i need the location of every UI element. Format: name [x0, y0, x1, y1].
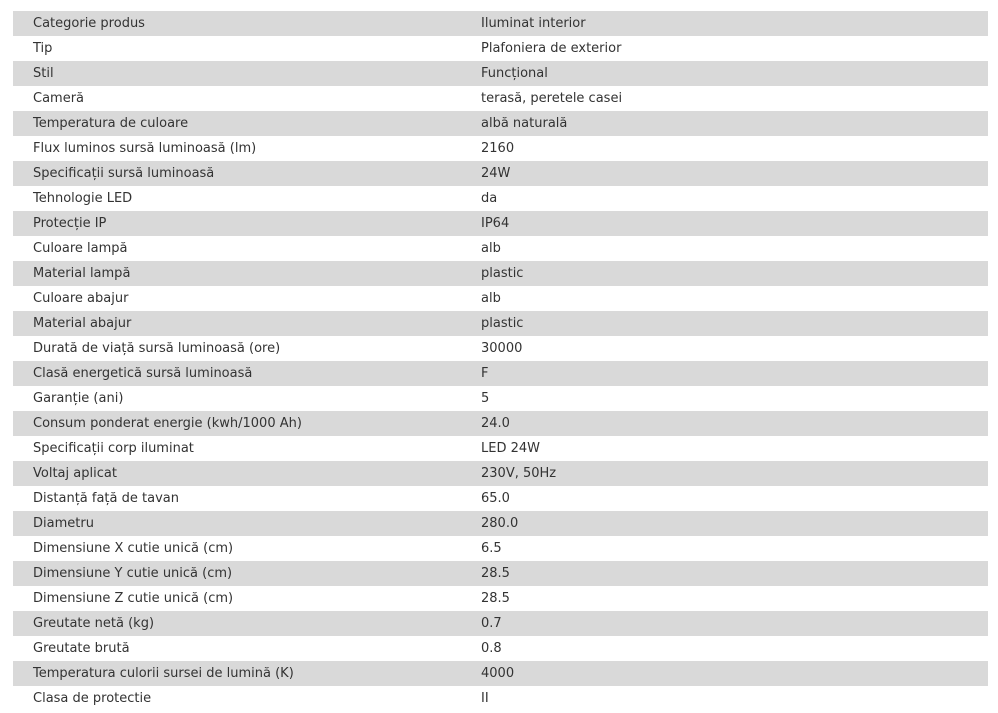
- spec-value: alb: [481, 291, 501, 306]
- spec-value: 30000: [481, 341, 523, 356]
- spec-value: terasă, peretele casei: [481, 91, 623, 106]
- spec-row: [13, 536, 988, 561]
- spec-value: 2160: [481, 141, 515, 156]
- spec-value: 0.8: [481, 641, 502, 656]
- spec-value: alb: [481, 241, 501, 256]
- spec-row: [13, 611, 988, 636]
- spec-row: [13, 386, 988, 411]
- spec-value: IP64: [481, 216, 510, 231]
- spec-row: [13, 686, 988, 711]
- spec-row: [13, 311, 988, 336]
- spec-value: 280.0: [481, 516, 519, 531]
- spec-row: [13, 336, 988, 361]
- spec-value: F: [481, 366, 489, 381]
- spec-label: Greutate brută: [33, 641, 130, 656]
- spec-label: Material lampă: [33, 266, 131, 281]
- spec-label: Diametru: [33, 516, 94, 531]
- spec-label: Durată de viață sursă luminoasă (ore): [33, 341, 281, 356]
- spec-value: 24W: [481, 166, 511, 181]
- spec-row: [13, 411, 988, 436]
- specifications-table: [13, 11, 988, 711]
- spec-row: [13, 636, 988, 661]
- spec-row: [13, 361, 988, 386]
- spec-row: [13, 111, 988, 136]
- spec-label: Dimensiune Z cutie unică (cm): [33, 591, 234, 606]
- spec-row: [13, 461, 988, 486]
- spec-label: Clasa de protectie: [33, 691, 152, 706]
- spec-label: Dimensiune X cutie unică (cm): [33, 541, 234, 556]
- spec-value: plastic: [481, 266, 524, 281]
- spec-row: [13, 186, 988, 211]
- spec-label: Temperatura de culoare: [33, 116, 189, 131]
- spec-value: 24.0: [481, 416, 510, 431]
- spec-value: 4000: [481, 666, 515, 681]
- spec-label: Categorie produs: [33, 16, 145, 31]
- spec-value: II: [481, 691, 489, 706]
- spec-value: plastic: [481, 316, 524, 331]
- spec-row: [13, 511, 988, 536]
- spec-row: [13, 11, 988, 36]
- spec-value: LED 24W: [481, 441, 540, 456]
- spec-row: [13, 36, 988, 61]
- spec-value: 230V, 50Hz: [481, 466, 557, 481]
- spec-row: [13, 286, 988, 311]
- spec-label: Distanță față de tavan: [33, 491, 179, 506]
- spec-value: 28.5: [481, 566, 510, 581]
- spec-value: Iluminat interior: [481, 16, 586, 31]
- spec-value: 65.0: [481, 491, 510, 506]
- spec-label: Voltaj aplicat: [33, 466, 117, 481]
- spec-label: Cameră: [33, 91, 85, 106]
- spec-row: [13, 86, 988, 111]
- spec-value: da: [481, 191, 498, 206]
- spec-value: Plafoniera de exterior: [481, 41, 622, 56]
- spec-label: Flux luminos sursă luminoasă (lm): [33, 141, 257, 156]
- spec-label: Stil: [33, 66, 54, 81]
- spec-value: albă naturală: [481, 116, 568, 131]
- spec-row: [13, 61, 988, 86]
- spec-value: 0.7: [481, 616, 502, 631]
- spec-label: Temperatura culorii sursei de lumină (K): [33, 666, 294, 681]
- spec-label: Tip: [33, 41, 53, 56]
- spec-label: Dimensiune Y cutie unică (cm): [33, 566, 233, 581]
- spec-row: [13, 561, 988, 586]
- spec-row: [13, 236, 988, 261]
- spec-row: [13, 136, 988, 161]
- spec-row: [13, 211, 988, 236]
- spec-value: 28.5: [481, 591, 510, 606]
- spec-label: Specificații corp iluminat: [33, 441, 194, 456]
- spec-label: Material abajur: [33, 316, 132, 331]
- spec-label: Consum ponderat energie (kwh/1000 Ah): [33, 416, 302, 431]
- spec-row: [13, 436, 988, 461]
- spec-label: Specificații sursă luminoasă: [33, 166, 215, 181]
- spec-label: Greutate netă (kg): [33, 616, 155, 631]
- spec-row: [13, 586, 988, 611]
- spec-value: Funcțional: [481, 66, 548, 81]
- spec-value: 6.5: [481, 541, 502, 556]
- spec-row: [13, 161, 988, 186]
- spec-label: Garanție (ani): [33, 391, 124, 406]
- spec-row: [13, 661, 988, 686]
- spec-row: [13, 486, 988, 511]
- spec-label: Tehnologie LED: [33, 191, 133, 206]
- spec-label: Protecție IP: [33, 216, 107, 231]
- spec-value: 5: [481, 391, 490, 406]
- spec-label: Culoare abajur: [33, 291, 129, 306]
- spec-row: [13, 261, 988, 286]
- spec-label: Culoare lampă: [33, 241, 128, 256]
- spec-label: Clasă energetică sursă luminoasă: [33, 366, 253, 381]
